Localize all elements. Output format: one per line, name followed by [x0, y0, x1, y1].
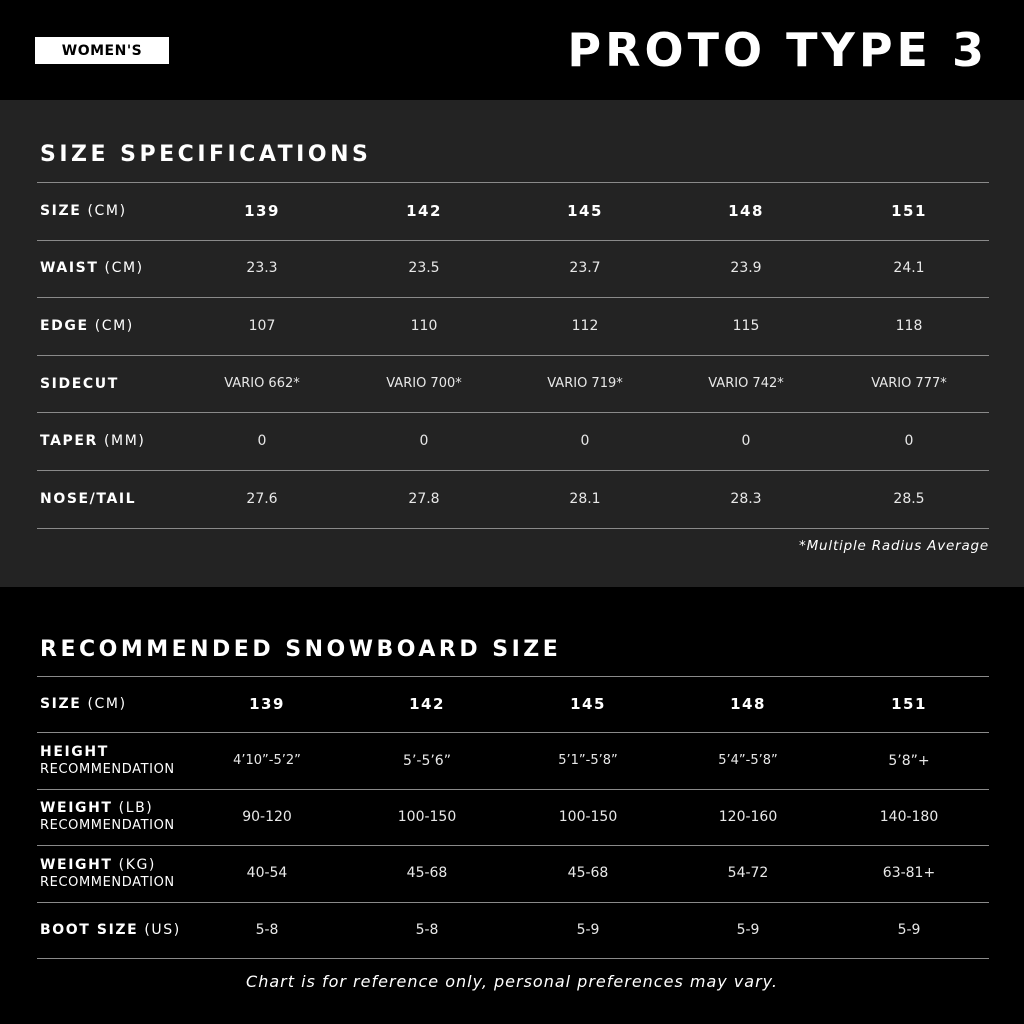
table-cell: 118 — [895, 317, 923, 334]
table-cell: 28.3 — [730, 490, 762, 507]
table-cell: 100-150 — [558, 808, 618, 825]
table-cell: 5-9 — [897, 921, 921, 938]
row-label-text: WEIGHT — [40, 800, 113, 817]
table-cell: 23.7 — [569, 260, 601, 277]
row-label-text: SIZE — [40, 202, 82, 219]
table-cell: 45-68 — [406, 865, 448, 882]
row-label-text: TAPER — [40, 433, 98, 450]
table-row — [37, 182, 989, 240]
table-row — [37, 676, 989, 732]
table-row — [37, 732, 989, 788]
row-label-text: BOOT SIZE — [40, 921, 139, 938]
product-title: PROTO TYPE 3 — [567, 23, 988, 77]
table-cell: 5’-5’6” — [403, 752, 451, 769]
table-divider — [37, 528, 989, 529]
row-label-unit: (LB) — [112, 800, 154, 817]
table-row — [37, 902, 989, 958]
row-label-subtitle: RECOMMENDATION — [40, 874, 175, 890]
row-label — [40, 902, 181, 958]
table-cell: 28.5 — [893, 490, 925, 507]
table-cell: 5-8 — [255, 921, 279, 938]
row-label — [40, 182, 127, 240]
table-cell: 0 — [580, 433, 590, 450]
row-label-unit: (MM) — [97, 433, 146, 450]
size-column-header: 142 — [406, 201, 442, 220]
size-column-header: 148 — [728, 201, 764, 220]
table-row — [37, 845, 989, 901]
table-cell: 4’10”-5’2” — [233, 753, 301, 769]
table-cell: 5-8 — [415, 921, 439, 938]
row-label-text: SIDECUT — [40, 375, 119, 392]
table-cell: 23.3 — [246, 260, 278, 277]
row-label-text: WEIGHT — [40, 856, 113, 873]
table-cell: VARIO 742* — [708, 376, 784, 392]
row-label — [40, 470, 136, 528]
table-cell: 90-120 — [242, 808, 292, 825]
table-cell: 45-68 — [567, 865, 609, 882]
row-label — [40, 297, 134, 355]
size-column-header: 139 — [249, 695, 285, 714]
table-cell: 40-54 — [246, 865, 288, 882]
size-column-header: 145 — [570, 695, 606, 714]
table-row — [37, 240, 989, 298]
table-cell: 0 — [257, 433, 267, 450]
row-label-unit: (US) — [138, 921, 181, 938]
size-column-header: 151 — [891, 201, 927, 220]
row-label-unit: (CM) — [88, 317, 134, 334]
table-cell: VARIO 700* — [386, 376, 462, 392]
table-cell: 112 — [571, 317, 599, 334]
womens-badge: WOMEN'S — [35, 37, 169, 64]
table-cell: 115 — [732, 317, 760, 334]
table-row — [37, 412, 989, 470]
size-column-header: 145 — [567, 201, 603, 220]
recommended-size-title: RECOMMENDED SNOWBOARD SIZE — [40, 637, 562, 662]
table-cell: 54-72 — [727, 865, 769, 882]
size-column-header: 139 — [244, 201, 280, 220]
row-label — [40, 789, 175, 845]
row-label-subtitle: RECOMMENDATION — [40, 818, 175, 834]
header-bar — [0, 0, 1024, 100]
table-cell: 27.8 — [408, 490, 440, 507]
row-label-text: EDGE — [40, 317, 89, 334]
table-cell: 120-160 — [718, 808, 778, 825]
table-cell: 140-180 — [879, 808, 939, 825]
row-label — [40, 676, 127, 732]
table-cell: 23.9 — [730, 260, 762, 277]
row-label-subtitle: RECOMMENDATION — [40, 762, 175, 778]
table-cell: 63-81+ — [882, 865, 936, 882]
row-label-text: NOSE/TAIL — [40, 490, 137, 507]
table-cell: 0 — [741, 433, 751, 450]
table-cell: 23.5 — [408, 260, 440, 277]
row-label — [40, 732, 175, 788]
table-cell: 24.1 — [893, 260, 925, 277]
table-cell: VARIO 662* — [224, 376, 300, 392]
table-cell: 5-9 — [736, 921, 760, 938]
table-row — [37, 297, 989, 355]
table-cell: 107 — [248, 317, 276, 334]
table-cell: 110 — [410, 317, 438, 334]
row-label-text: HEIGHT — [40, 744, 109, 761]
row-label — [40, 355, 119, 413]
sidecut-footnote: *Multiple Radius Average — [799, 538, 989, 554]
table-cell: 0 — [419, 433, 429, 450]
table-divider — [37, 958, 989, 959]
table-cell: 100-150 — [397, 808, 457, 825]
table-row — [37, 789, 989, 845]
row-label-text: SIZE — [40, 696, 82, 713]
row-label — [40, 240, 144, 298]
table-cell: 27.6 — [246, 490, 278, 507]
row-label-unit: (CM) — [98, 260, 144, 277]
size-column-header: 142 — [409, 695, 445, 714]
table-cell: 5’4”-5’8” — [718, 753, 778, 769]
table-cell: 28.1 — [569, 490, 601, 507]
size-specifications-title: SIZE SPECIFICATIONS — [40, 142, 372, 167]
row-label — [40, 845, 175, 901]
size-column-header: 148 — [730, 695, 766, 714]
row-label — [40, 412, 145, 470]
reference-disclaimer: Chart is for reference only, personal preferences may vary. — [246, 972, 778, 991]
table-cell: 5-9 — [576, 921, 600, 938]
table-cell: VARIO 719* — [547, 376, 623, 392]
table-row — [37, 355, 989, 413]
table-cell: VARIO 777* — [871, 376, 947, 392]
row-label-unit: (KG) — [112, 856, 156, 873]
size-column-header: 151 — [891, 695, 927, 714]
row-label-unit: (CM) — [81, 696, 127, 713]
table-cell: 5’8”+ — [888, 752, 930, 769]
table-row — [37, 470, 989, 528]
table-cell: 0 — [904, 433, 914, 450]
row-label-unit: (CM) — [81, 202, 127, 219]
row-label-text: WAIST — [40, 260, 99, 277]
table-cell: 5’1”-5’8” — [558, 753, 618, 769]
